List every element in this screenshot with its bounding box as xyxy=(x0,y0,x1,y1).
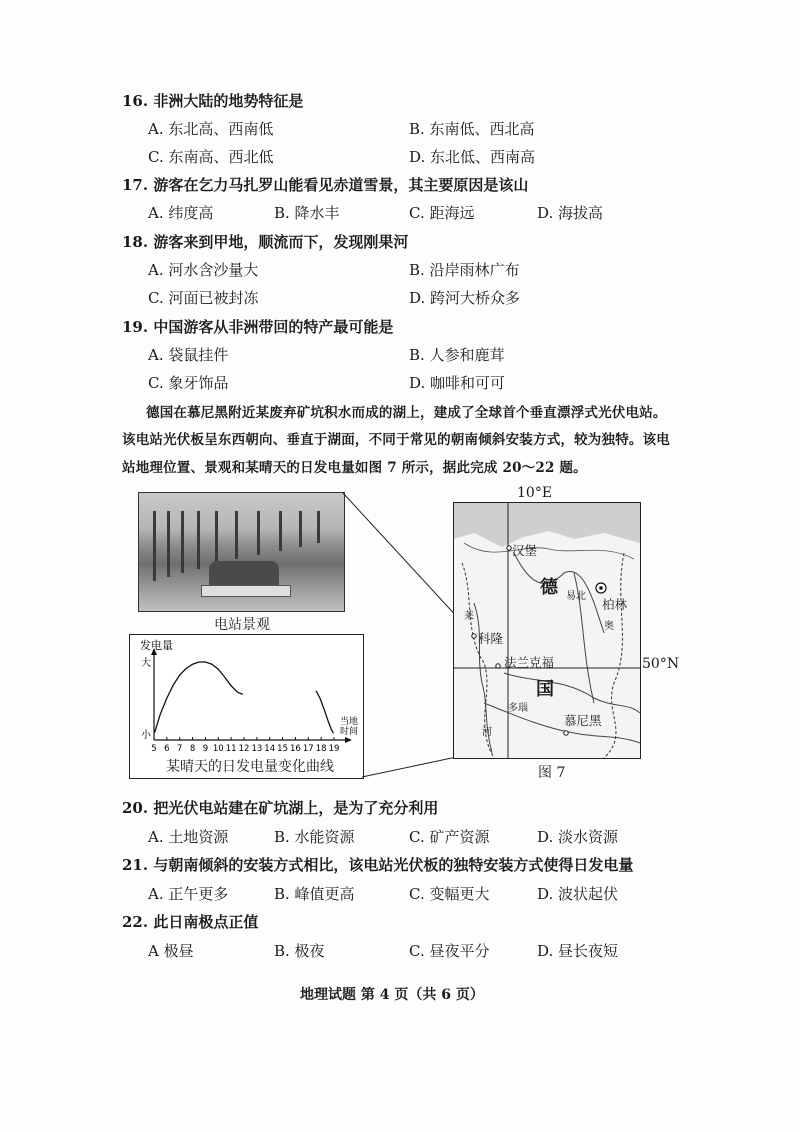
chart-x-label-line1: 当地 xyxy=(340,717,359,727)
question-18-option-c: C. 河面已被封冻 xyxy=(148,289,259,307)
map-label-country-1: 德 xyxy=(540,577,558,598)
question-19-option-b: B. 人参和鹿茸 xyxy=(409,346,505,364)
question-18-stem: 18. 游客来到甲地，顺流而下，发现刚果河 xyxy=(122,233,409,251)
question-22-option-a: A 极昼 xyxy=(148,942,194,960)
chart-y-bottom-label: 小 xyxy=(141,730,151,741)
figure-label: 图 7 xyxy=(538,765,566,781)
question-22-option-d: D. 昼长夜短 xyxy=(537,942,619,960)
map-label-river-rhine: 莱 xyxy=(464,611,474,622)
question-16-option-d: D. 东北低、西南高 xyxy=(409,148,536,166)
chart-x-tick-label: 8 xyxy=(189,744,196,754)
chart-x-tick-label: 12 xyxy=(238,744,250,754)
city-hamburg-dot xyxy=(507,546,511,550)
question-18-option-b: B. 沿岸雨林广布 xyxy=(409,261,520,279)
question-16-option-b: B. 东南低、西北高 xyxy=(409,120,535,138)
question-21-option-c: C. 变幅更大 xyxy=(409,885,490,903)
chart-x-tick-label: 15 xyxy=(277,744,288,754)
chart-x-tick-label: 9 xyxy=(202,744,209,754)
map-label-cologne: 科隆 xyxy=(478,631,504,646)
chart-x-tick-label: 13 xyxy=(251,744,263,754)
chart-caption: 某晴天的日发电量变化曲线 xyxy=(166,759,334,775)
chart-y-label: 发电量 xyxy=(140,639,173,652)
map-label-frankfurt: 法兰克福 xyxy=(504,655,555,670)
capital-berlin-dot xyxy=(599,586,603,590)
question-17-stem: 17. 游客在乞力马扎罗山能看见赤道雪景，其主要原因是该山 xyxy=(122,176,529,194)
passage-line-2: 该电站光伏板呈东西朝向、垂直于湖面，不同于常见的朝南倾斜安装方式，较为独特。该电 xyxy=(122,432,670,448)
question-16-option-a: A. 东北高、西南低 xyxy=(148,120,274,138)
question-19-stem: 19. 中国游客从非洲带回的特产最可能是 xyxy=(122,318,394,336)
chart-x-tick-label: 17 xyxy=(302,744,314,754)
question-18-option-d: D. 跨河大桥众多 xyxy=(409,289,521,307)
question-20-option-b: B. 水能资源 xyxy=(274,828,355,846)
photo-caption: 电站景观 xyxy=(214,617,270,633)
question-20-stem: 20. 把光伏电站建在矿坑湖上，是为了充分利用 xyxy=(122,799,439,817)
question-21-stem: 21. 与朝南倾斜的安装方式相比，该电站光伏板的独特安装方式使得日发电量 xyxy=(122,856,634,874)
map-label-country-2: 国 xyxy=(536,679,554,700)
germany-map xyxy=(453,502,641,759)
map-border-east xyxy=(604,553,624,758)
question-19-option-c: C. 象牙饰品 xyxy=(148,374,229,392)
question-20-option-d: D. 淡水资源 xyxy=(537,828,619,846)
chart-x-tick-label: 11 xyxy=(225,744,237,754)
map-label-river-elbe: 易北 xyxy=(566,591,586,602)
question-19-option-a: A. 袋鼠挂件 xyxy=(148,346,229,364)
map-label-hamburg: 汉堡 xyxy=(512,543,538,558)
question-18-option-a: A. 河水含沙量大 xyxy=(148,261,259,279)
page-footer: 地理试题 第 4 页（共 6 页） xyxy=(300,987,484,1003)
question-19-option-d: D. 咖啡和可可 xyxy=(409,374,506,392)
city-frankfurt-dot xyxy=(496,664,500,668)
river-elbe xyxy=(514,553,604,633)
chart-x-tick-label: 7 xyxy=(177,744,183,754)
question-20-option-a: A. 土地资源 xyxy=(148,828,229,846)
question-16-option-c: C. 东南高、西北低 xyxy=(148,148,274,166)
chart-x-tick-label: 18 xyxy=(315,744,327,754)
question-17-option-d: D. 海拔高 xyxy=(537,204,604,222)
city-cologne-dot xyxy=(472,634,476,638)
question-21-option-d: D. 波状起伏 xyxy=(537,885,619,903)
question-21-option-a: A. 正午更多 xyxy=(148,885,229,903)
map-label-river-oder: 奥 xyxy=(604,621,614,632)
question-22-option-c: C. 昼夜平分 xyxy=(409,942,490,960)
map-label-river-he: 河 xyxy=(482,727,492,738)
map-label-berlin: 柏林 xyxy=(602,597,628,612)
chart-x-tick-label: 19 xyxy=(328,744,340,754)
map-label-munich: 慕尼黑 xyxy=(564,713,602,728)
chart-x-tick-label: 6 xyxy=(164,744,170,754)
map-sea xyxy=(454,503,640,547)
chart-x-tick-label: 16 xyxy=(290,744,301,754)
map-meridian-label: 10°E xyxy=(517,485,553,501)
map-parallel-label: 50°N xyxy=(642,656,680,672)
question-21-option-b: B. 峰值更高 xyxy=(274,885,355,903)
passage-line-1: 德国在慕尼黑附近某废弃矿坑积水而成的湖上，建成了全球首个垂直漂浮式光伏电站。 xyxy=(146,405,667,421)
question-17-option-a: A. 纬度高 xyxy=(148,204,214,222)
question-17-option-b: B. 降水丰 xyxy=(274,204,340,222)
chart-x-tick-label: 10 xyxy=(212,744,224,754)
chart-x-tick-label: 14 xyxy=(264,744,276,754)
city-munich-dot xyxy=(564,731,568,735)
chart-x-tick-label: 5 xyxy=(151,744,157,754)
question-20-option-c: C. 矿产资源 xyxy=(409,828,490,846)
map-coast xyxy=(464,543,634,559)
map-label-river-danube: 多瑙 xyxy=(508,703,528,714)
question-17-option-c: C. 距海远 xyxy=(409,204,475,222)
question-22-option-b: B. 极夜 xyxy=(274,942,325,960)
question-16-stem: 16. 非洲大陆的地势特征是 xyxy=(122,92,304,110)
chart-y-top-label: 大 xyxy=(141,658,151,669)
passage-line-3: 站地理位置、景观和某晴天的日发电量如图 7 所示，据此完成 20～22 题。 xyxy=(122,460,587,476)
chart-x-label-line2: 时间 xyxy=(340,727,359,737)
question-22-stem: 22. 此日南极点正值 xyxy=(122,913,259,931)
